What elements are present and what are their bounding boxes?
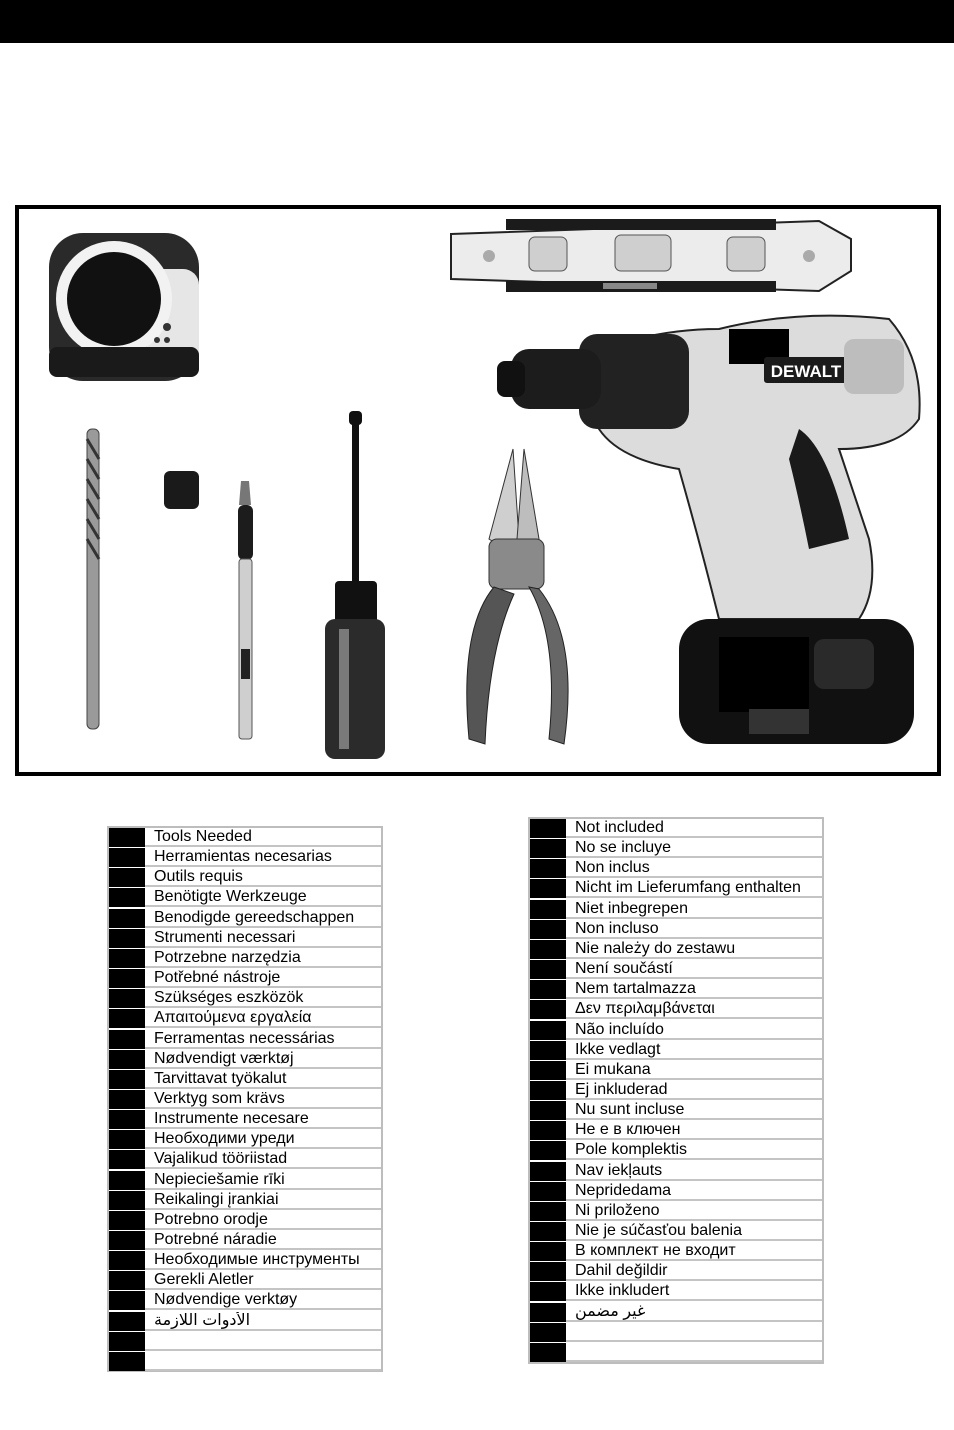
tools-needed-row [109,949,381,969]
key-marker [109,989,145,1008]
tools-needed-label: Herramientas necesarias [145,848,381,867]
not-included-table [528,817,824,1364]
tools-needed-label: Nødvendige verktøy [145,1291,381,1310]
not-included-row [530,859,822,879]
not-included-row [530,1121,822,1141]
tools-needed-row [109,888,381,908]
not-included-label: Not included [566,819,822,838]
not-included-row [530,1303,822,1323]
drill-bit-adapter-icon [164,471,199,509]
not-included-row [530,1222,822,1242]
key-marker [109,1009,145,1028]
key-marker [530,1303,566,1322]
pencil-icon [238,481,253,739]
tools-needed-row [109,1070,381,1090]
not-included-row [530,1323,822,1343]
tools-needed-label: Benötigte Werkzeuge [145,888,381,907]
tools-needed-label: Nepieciešamie rīki [145,1171,381,1190]
tools-needed-label: Outils requis [145,868,381,887]
not-included-label: Ikke vedlagt [566,1041,822,1060]
not-included-row [530,1041,822,1061]
torpedo-level-icon [451,219,851,292]
not-included-row [530,1242,822,1262]
not-included-label: غير مضمن [566,1303,822,1322]
tools-needed-label [145,1352,381,1371]
not-included-label: Není součástí [566,960,822,979]
tools-needed-row [109,1332,381,1352]
not-included-row [530,960,822,980]
key-marker [109,1191,145,1210]
not-included-label: Nicht im Lieferumfang enthalten [566,879,822,898]
not-included-label: Nu sunt incluse [566,1101,822,1120]
tools-needed-label: Vajalikud tööriistad [145,1150,381,1169]
not-included-row [530,980,822,1000]
not-included-row [530,1061,822,1081]
key-marker [109,1291,145,1310]
screwdriver-icon [325,411,385,759]
tools-needed-row [109,1191,381,1211]
tools-needed-label [145,1332,381,1351]
not-included-label: Ikke inkludert [566,1282,822,1301]
tools-needed-label: Tools Needed [145,828,381,847]
not-included-label: Nie należy do zestawu [566,940,822,959]
key-marker [530,1101,566,1120]
tools-needed-row [109,848,381,868]
not-included-label: Δεν περιλαμβάνεται [566,1000,822,1019]
tools-needed-row [109,1251,381,1271]
key-marker [530,1222,566,1241]
not-included-label: Nie je súčasťou balenia [566,1222,822,1241]
key-marker [109,868,145,887]
key-marker [530,1323,566,1342]
tools-needed-label: Szükséges eszközök [145,989,381,1008]
tools-needed-row [109,1291,381,1311]
key-marker [530,879,566,898]
tools-needed-row [109,1211,381,1231]
header-bar [0,0,954,43]
tools-needed-row [109,1150,381,1170]
not-included-row [530,1081,822,1101]
key-marker [109,969,145,988]
tools-needed-label: Reikalingi įrankiai [145,1191,381,1210]
tools-needed-label: Verktyg som krävs [145,1090,381,1109]
key-marker [109,909,145,928]
drill-brand-label: DEWALT [770,362,842,381]
tools-needed-label: Potrzebne narzędzia [145,949,381,968]
tools-needed-row [109,1271,381,1291]
tin-snips-icon [467,449,568,744]
not-included-row [530,839,822,859]
not-included-row [530,1101,822,1121]
key-marker [530,1061,566,1080]
key-marker [530,960,566,979]
key-marker [109,1312,145,1331]
not-included-label: Niet inbegrepen [566,900,822,919]
not-included-label: Dahil değildir [566,1262,822,1281]
not-included-row [530,879,822,899]
tape-measure-icon [49,233,199,381]
key-marker [530,1041,566,1060]
tools-needed-label: Benodigde gereedschappen [145,909,381,928]
key-marker [530,940,566,959]
key-marker [109,828,145,847]
not-included-label: Nem tartalmazza [566,980,822,999]
key-marker [109,1211,145,1230]
key-marker [109,1271,145,1290]
key-marker [109,1150,145,1169]
not-included-row [530,1162,822,1182]
not-included-label: Nav iekļauts [566,1162,822,1181]
key-marker [109,1070,145,1089]
key-marker [530,1121,566,1140]
tools-needed-label: Potrebno orodje [145,1211,381,1230]
tools-needed-label: Gerekli Aletler [145,1271,381,1290]
not-included-row [530,1202,822,1222]
not-included-label: Non incluso [566,920,822,939]
not-included-label: Nepridedama [566,1182,822,1201]
not-included-label: Ej inkluderad [566,1081,822,1100]
key-marker [530,900,566,919]
key-marker [109,1090,145,1109]
drill-bit-icon [87,429,99,729]
not-included-label: Не е в ключен [566,1121,822,1140]
tools-needed-row [109,868,381,888]
not-included-row [530,940,822,960]
tools-needed-row [109,1110,381,1130]
tools-needed-row [109,929,381,949]
not-included-row [530,1282,822,1302]
key-marker [530,1141,566,1160]
key-marker [530,819,566,838]
key-marker [530,920,566,939]
tools-needed-label: Strumenti necessari [145,929,381,948]
not-included-label: Ei mukana [566,1061,822,1080]
not-included-row [530,1000,822,1020]
not-included-row [530,1343,822,1363]
key-marker [530,1021,566,1040]
tools-needed-row [109,1231,381,1251]
key-marker [109,1251,145,1270]
tools-needed-table [107,826,383,1372]
not-included-label [566,1343,822,1362]
tools-needed-label: Tarvittavat työkalut [145,1070,381,1089]
key-marker [109,949,145,968]
key-marker [530,1242,566,1261]
not-included-row [530,1262,822,1282]
key-marker [109,1332,145,1351]
key-marker [530,980,566,999]
tools-needed-label: Необходимые инструменты [145,1251,381,1270]
key-marker [109,1171,145,1190]
tools-photo [15,205,941,776]
not-included-label: В комплект не входит [566,1242,822,1261]
tools-needed-label: Potrebné náradie [145,1231,381,1250]
not-included-label: No se incluye [566,839,822,858]
not-included-label [566,1323,822,1342]
tools-needed-row [109,828,381,848]
key-marker [530,1162,566,1181]
key-marker [109,1352,145,1371]
not-included-label: Pole komplektis [566,1141,822,1160]
not-included-label: Não incluído [566,1021,822,1040]
not-included-row [530,900,822,920]
tools-needed-label: Ferramentas necessárias [145,1030,381,1049]
tools-illustration [19,209,937,772]
tools-needed-label: Nødvendigt værktøj [145,1050,381,1069]
key-marker [109,1110,145,1129]
key-marker [530,1081,566,1100]
key-marker [109,1231,145,1250]
tools-needed-row [109,969,381,989]
tools-needed-row [109,989,381,1009]
key-marker [109,848,145,867]
key-marker [530,1182,566,1201]
key-marker [109,1030,145,1049]
key-marker [530,859,566,878]
tools-needed-label: Instrumente necesare [145,1110,381,1129]
key-marker [109,1050,145,1069]
not-included-row [530,1141,822,1161]
key-marker [530,1343,566,1362]
tools-needed-row [109,1130,381,1150]
tools-needed-label: Potřebné nástroje [145,969,381,988]
not-included-row [530,819,822,839]
key-marker [109,888,145,907]
tools-needed-row [109,1030,381,1050]
key-marker [109,1130,145,1149]
not-included-row [530,1021,822,1041]
tools-needed-row [109,909,381,929]
tools-needed-row [109,1171,381,1191]
tools-needed-label: الأدوات اللازمة [145,1312,381,1331]
tools-needed-label: Необходими уреди [145,1130,381,1149]
not-included-row [530,1182,822,1202]
not-included-row [530,920,822,940]
key-marker [109,929,145,948]
tools-needed-row [109,1312,381,1332]
tools-needed-row [109,1050,381,1070]
tools-needed-row [109,1090,381,1110]
key-marker [530,839,566,858]
tools-needed-row [109,1352,381,1372]
tools-needed-row [109,1009,381,1029]
not-included-label: Non inclus [566,859,822,878]
tools-needed-label: Απαιτούμενα εργαλεία [145,1009,381,1028]
not-included-label: Ni priloženo [566,1202,822,1221]
key-marker [530,1282,566,1301]
key-marker [530,1202,566,1221]
key-marker [530,1000,566,1019]
key-marker [530,1262,566,1281]
